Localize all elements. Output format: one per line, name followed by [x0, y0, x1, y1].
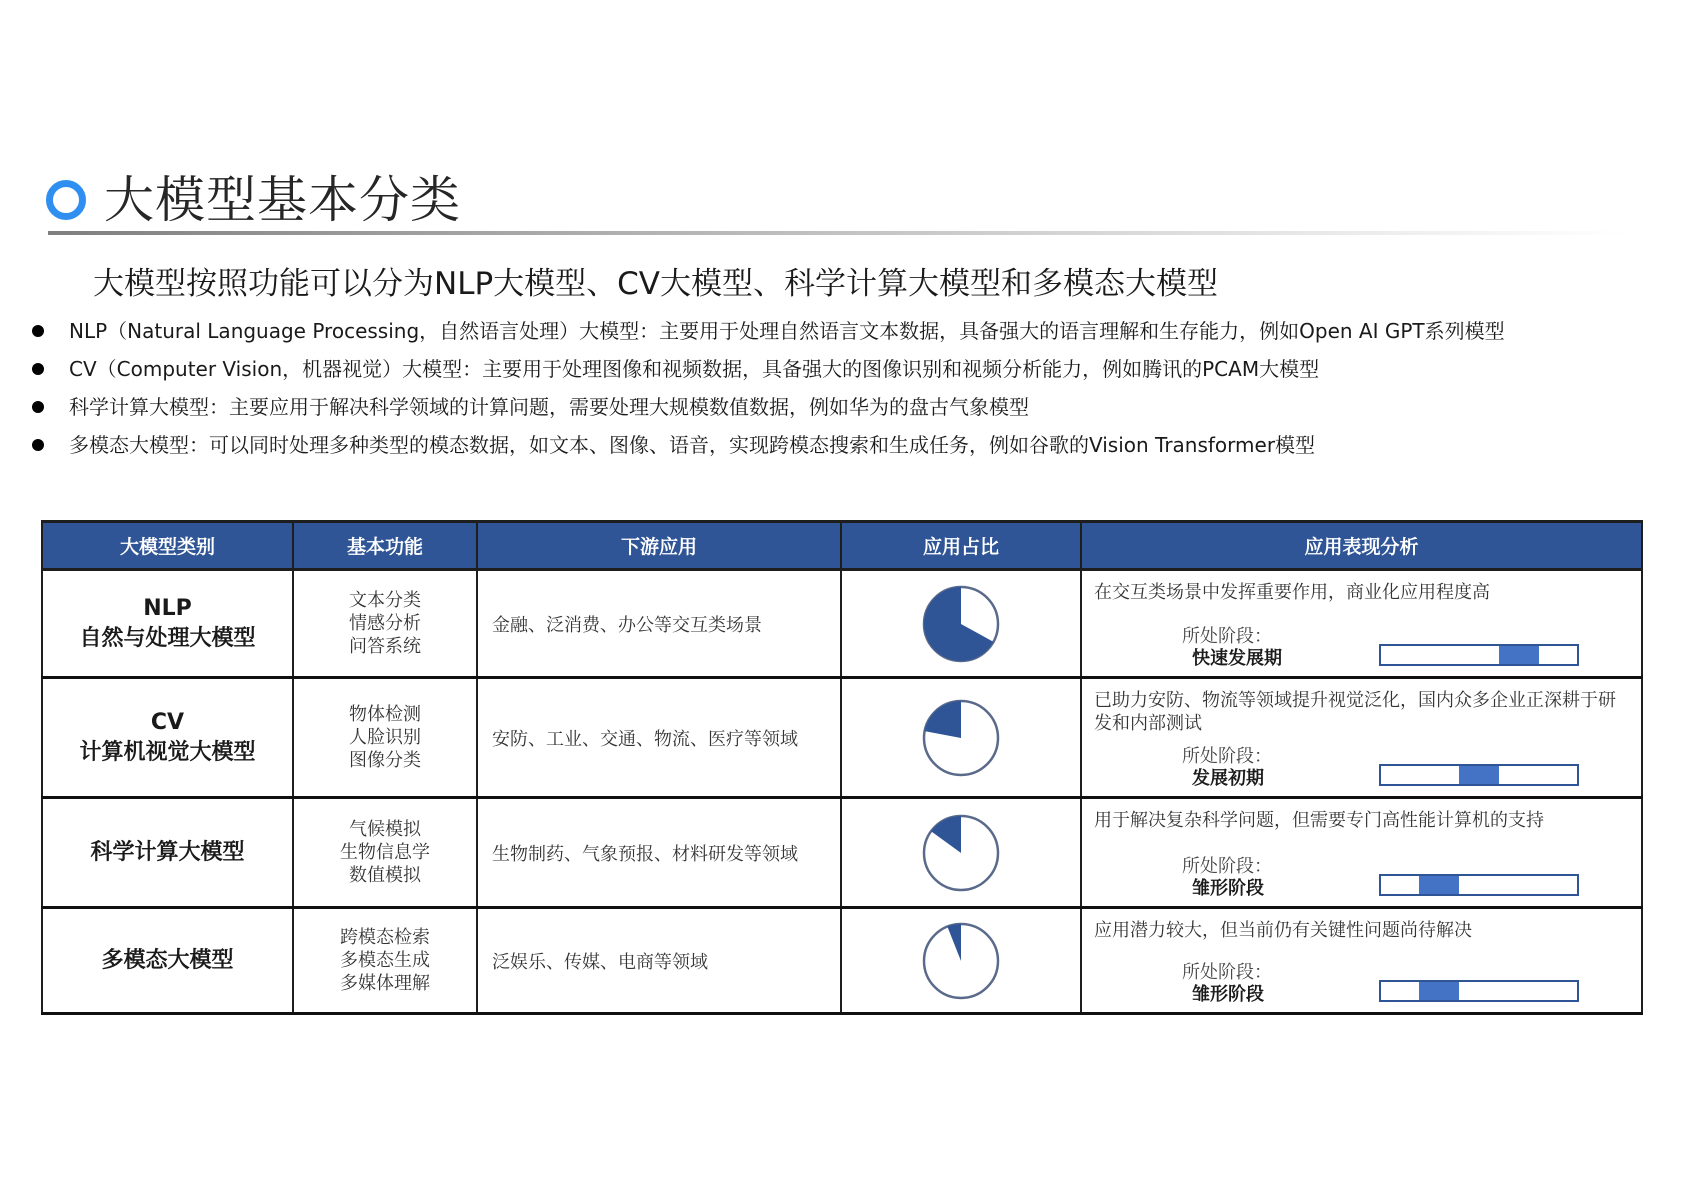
table-row	[42, 798, 1642, 908]
functions-cell	[293, 798, 477, 908]
table-header-row	[42, 522, 1642, 570]
circle-bullet-icon	[46, 180, 86, 220]
bullet-item	[30, 350, 1505, 388]
stage-info	[1182, 746, 1272, 790]
category-name: 科学计算大模型	[90, 839, 245, 865]
function-item: 物体检测	[349, 704, 421, 725]
column-header-function: 基本功能	[293, 522, 477, 570]
bullet-dot-icon	[32, 401, 44, 413]
downstream-cell: 生物制药、气象预报、材料研发等领域	[477, 798, 841, 908]
category-cell	[42, 678, 293, 798]
stage-value: 发展初期	[1192, 768, 1264, 789]
stage-value: 雏形阶段	[1192, 878, 1264, 899]
category-name: 多模态大模型	[101, 947, 234, 973]
column-header-share: 应用占比	[841, 522, 1081, 570]
category-name: 计算机视觉大模型	[79, 739, 256, 765]
analysis-cell	[1081, 678, 1642, 798]
bullet-item	[30, 426, 1505, 464]
function-item: 图像分类	[349, 750, 421, 771]
page-title-text: 大模型基本分类	[104, 171, 461, 229]
category-cell	[42, 570, 293, 678]
stage-progress-bar	[1379, 980, 1579, 1002]
category-abbr: NLP	[143, 595, 192, 621]
downstream-cell: 安防、工业、交通、物流、医疗等领域	[477, 678, 841, 798]
function-item: 数值模拟	[349, 865, 421, 886]
category-name: 自然与处理大模型	[79, 625, 256, 651]
stage-progress-bar	[1379, 764, 1579, 786]
function-item: 问答系统	[349, 636, 421, 657]
bullet-text: 多模态大模型：可以同时处理多种类型的模态数据，如文本、图像、语音，实现跨模态搜索和生成任务，例如谷歌的Vision Transformer模型	[69, 433, 1316, 457]
stage-label: 所处阶段：	[1182, 626, 1272, 647]
title-divider	[48, 231, 1628, 235]
subtitle: 大模型按照功能可以分为NLP大模型、CV大模型、科学计算大模型和多模态大模型	[93, 266, 1219, 302]
function-item: 生物信息学	[340, 842, 430, 863]
stage-progress-bar	[1379, 874, 1579, 896]
share-cell	[841, 570, 1081, 678]
stage-value: 雏形阶段	[1192, 984, 1264, 1005]
table-row	[42, 678, 1642, 798]
stage-value: 快速发展期	[1192, 648, 1282, 669]
column-header-category: 大模型类别	[42, 522, 293, 570]
stage-label: 所处阶段：	[1182, 746, 1272, 767]
downstream-cell: 金融、泛消费、办公等交互类场景	[477, 570, 841, 678]
stage-progress-fill	[1459, 766, 1499, 784]
category-cell	[42, 798, 293, 908]
stage-info	[1182, 962, 1272, 1006]
share-cell	[841, 908, 1081, 1014]
analysis-text: 用于解决复杂科学问题，但需要专门高性能计算机的支持	[1094, 810, 1544, 831]
stage-label: 所处阶段：	[1182, 856, 1272, 877]
bullet-text: CV（Computer Vision，机器视觉）大模型：主要用于处理图像和视频数据，具备强大的图像识别和视频分析能力，例如腾讯的PCAM大模型	[69, 357, 1320, 381]
function-item: 跨模态检索	[340, 927, 430, 948]
bullet-dot-icon	[32, 325, 44, 337]
stage-label: 所处阶段：	[1182, 962, 1272, 983]
analysis-text: 已助力安防、物流等领域提升视觉泛化，国内众多企业正深耕于研发和内部测试	[1094, 690, 1616, 734]
pie-chart-icon	[921, 921, 1001, 1001]
stage-progress-bar	[1379, 644, 1579, 666]
category-abbr: CV	[150, 709, 185, 735]
share-cell	[841, 678, 1081, 798]
function-item: 文本分类	[349, 590, 421, 611]
function-item: 多模态生成	[340, 950, 430, 971]
table-row	[42, 908, 1642, 1014]
bullet-text: NLP（Natural Language Processing，自然语言处理）大模型：主要用于处理自然语言文本数据，具备强大的语言理解和生存能力，例如Open AI GPT系列模型	[69, 319, 1505, 343]
column-header-downstream: 下游应用	[477, 522, 841, 570]
bullet-item	[30, 312, 1505, 350]
analysis-cell	[1081, 908, 1642, 1014]
page-title	[46, 168, 461, 232]
pie-chart-icon	[921, 584, 1001, 664]
stage-progress-fill	[1419, 876, 1459, 894]
bullet-text: 科学计算大模型：主要应用于解决科学领域的计算问题，需要处理大规模数值数据，例如华为的盘古气象模型	[69, 395, 1029, 419]
bullet-dot-icon	[32, 363, 44, 375]
stage-progress-fill	[1499, 646, 1539, 664]
column-header-analysis: 应用表现分析	[1081, 522, 1642, 570]
category-cell	[42, 908, 293, 1014]
analysis-text: 在交互类场景中发挥重要作用，商业化应用程度高	[1094, 582, 1490, 603]
function-item: 情感分析	[349, 613, 421, 634]
downstream-cell: 泛娱乐、传媒、电商等领域	[477, 908, 841, 1014]
bullet-item	[30, 388, 1505, 426]
stage-progress-fill	[1419, 982, 1459, 1000]
function-item: 气候模拟	[349, 819, 421, 840]
analysis-cell	[1081, 570, 1642, 678]
pie-chart-icon	[921, 813, 1001, 893]
stage-info	[1182, 856, 1272, 900]
analysis-text: 应用潜力较大，但当前仍有关键性问题尚待解决	[1094, 920, 1472, 941]
pie-chart-icon	[921, 698, 1001, 778]
stage-info	[1182, 626, 1282, 670]
bullet-list	[30, 312, 1505, 464]
analysis-cell	[1081, 798, 1642, 908]
function-item: 多媒体理解	[340, 973, 430, 994]
table-row	[42, 570, 1642, 678]
share-cell	[841, 798, 1081, 908]
function-item: 人脸识别	[349, 727, 421, 748]
functions-cell	[293, 678, 477, 798]
model-category-table	[41, 520, 1643, 1015]
bullet-dot-icon	[32, 439, 44, 451]
functions-cell	[293, 908, 477, 1014]
functions-cell	[293, 570, 477, 678]
